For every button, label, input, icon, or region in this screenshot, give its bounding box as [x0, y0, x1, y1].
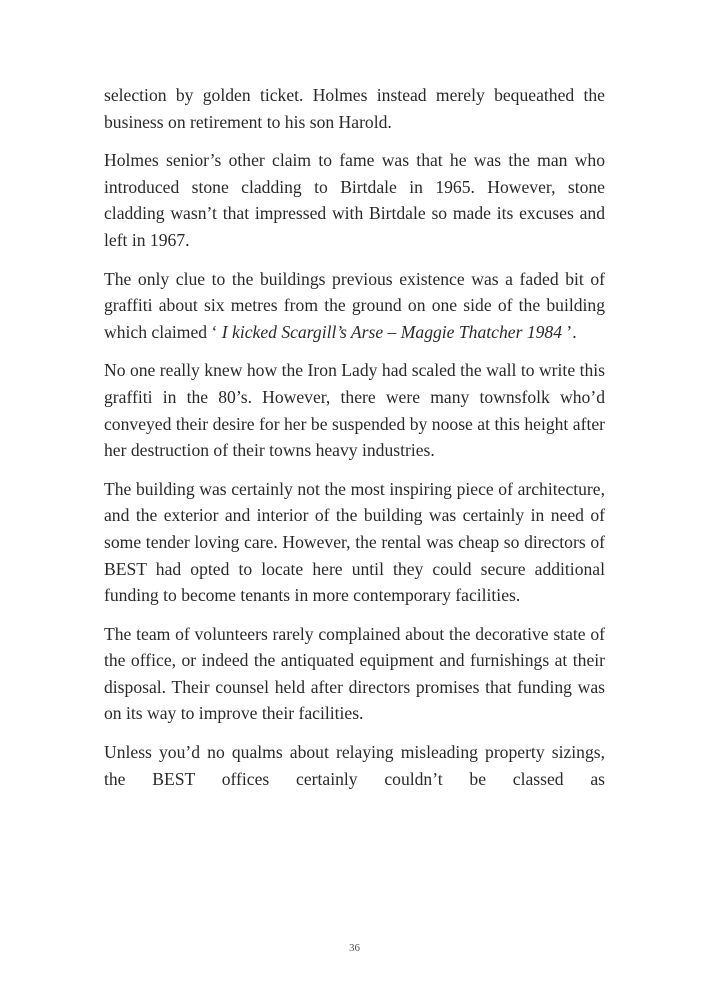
paragraph-3 [104, 266, 605, 346]
paragraph-3-text-after: ’. [562, 321, 577, 342]
paragraph-5: The building was certainly not the most inspiring piece of architecture, and the exterior and interior of the building was certainly in need of some tender loving care. However, the rental was cheap so directors of BEST had opted to locate here until they could secure additional funding to become tenants in more contemporary facilities. [104, 478, 605, 606]
paragraph-7: Unless you’d no qualms about relaying misleading property sizings, the BEST offices certainly couldn’t be classed as [104, 742, 605, 789]
paragraph-2: Holmes senior’s other claim to fame was that he was the man who introduced stone cladding to Birtdale in 1965. However, stone cladding wasn’t that impressed with Birtdale so made its excuses and left in 1967. [104, 150, 605, 250]
page-number: 36 [349, 942, 360, 954]
paragraph-1: selection by golden ticket. Holmes instead merely bequeathed the business on retirement to his son Harold. [104, 85, 605, 132]
body-text [104, 82, 605, 792]
paragraph-4: No one really knew how the Iron Lady had scaled the wall to write this graffiti in the 80’s. However, there were many townsfolk who’d conveyed their desire for her be suspended by noose at this height after her destruction of their towns heavy industries. [104, 360, 605, 461]
paragraph-6: The team of volunteers rarely complained about the decorative state of the office, or indeed the antiquated equipment and furnishings at their disposal. Their counsel held after directors promises that funding was on its way to improve their facilities. [104, 623, 605, 724]
graffiti-quote: I kicked Scargill’s Arse – Maggie Thatcher 1984 [221, 321, 563, 342]
paragraph-3-text-before: The only clue to the buildings previous existence was a faded bit of graffiti about six metres from the ground on one side of the building which claimed ‘ [104, 268, 605, 342]
